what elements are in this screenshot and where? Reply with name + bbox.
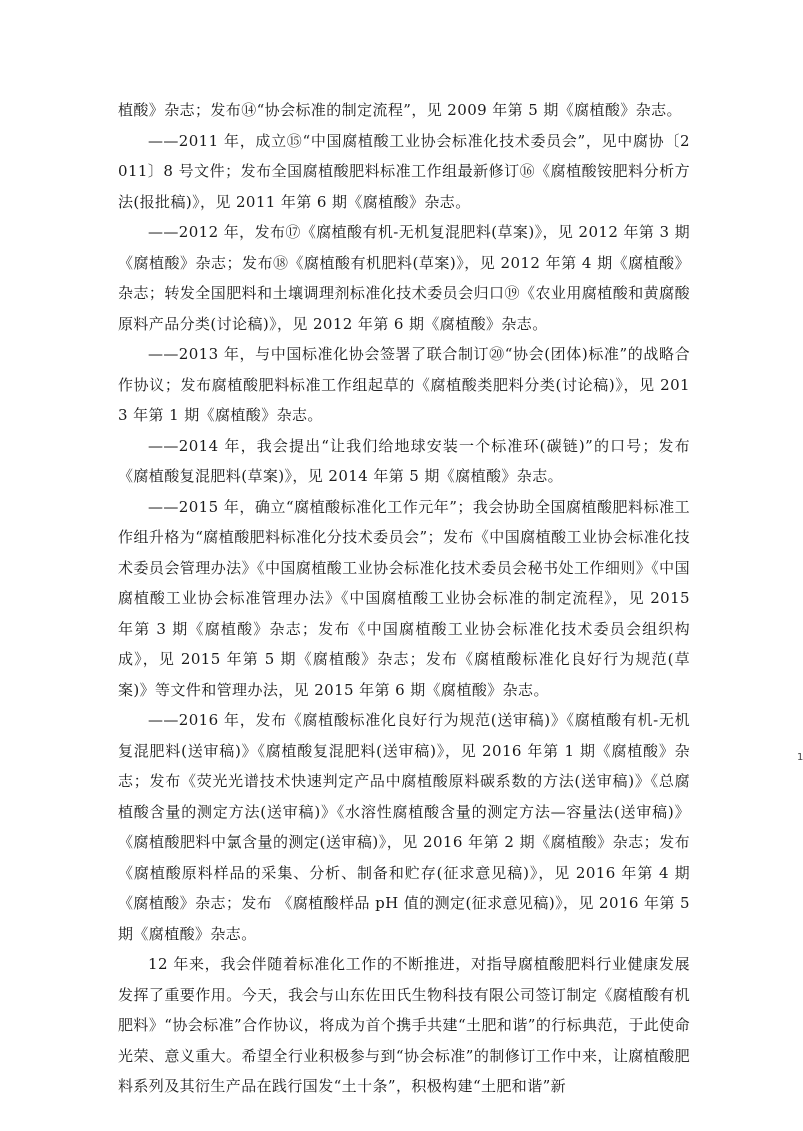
paragraph-2012: ——2012 年，发布⑰《腐植酸有机-无机复混肥料(草案)》，见 2012 年第 3 期《腐植酸》杂志；发布⑱《腐植酸有机肥料(草案)》，见 2012 年第 4 期《腐植酸》杂志；转发全国肥料和土壤调理剂标准化技术委员会归口⑲《农业用腐植酸和黄腐酸原料产品分类(讨论稿)》，见 2012 年第 6 期《腐植酸》杂志。	[118, 223, 690, 333]
paragraph-2015: ——2015 年，确立“腐植酸标准化工作元年”；我会协助全国腐植酸肥料标准工作组升格为“腐植酸肥料标准化分技术委员会”；发布《中国腐植酸工业协会标准化技术委员会管理办法》《中国腐植酸工业协会标准化技术委员会秘书处工作细则》《中国腐植酸工业协会标准管理办法》《中国腐植酸工业协会标准的制定流程》，见 2015 年第 3 期《腐植酸》杂志；发布《中国腐植酸工业协会标准化技术委员会组织构成》，见 2015 年第 5 期《腐植酸》杂志；发布《腐植酸标准化良好行为规范(草案)》等文件和管理办法，见 2015 年第 6 期《腐植酸》杂志。	[118, 497, 690, 699]
page-edge-mark: 1	[797, 752, 803, 763]
paragraph-2013: ——2013 年，与中国标准化协会签署了联合制订⑳“协会(团体)标准”的战略合作协议；发布腐植酸肥料标准工作组起草的《腐植酸类肥料分类(讨论稿)》，见 2013 年第 1 期《腐植酸》杂志。	[118, 345, 690, 424]
paragraph-2011: ——2011 年，成立⑮“中国腐植酸工业协会标准化技术委员会”，见中腐协〔2011〕8 号文件；发布全国腐植酸肥料标准工作组最新修订⑯《腐植酸铵肥料分析方法(报批稿)》，见 2011 年第 6 期《腐植酸》杂志。	[118, 131, 690, 211]
paragraph-2016: ——2016 年，发布《腐植酸标准化良好行为规范(送审稿)》《腐植酸有机-无机复混肥料(送审稿)》《腐植酸复混肥料(送审稿)》，见 2016 年第 1 期《腐植酸》杂志；发布《荧光光谱技术快速判定产品中腐植酸原料碳系数的方法(送审稿)》《总腐植酸含量的测定方法(送审稿)》《水溶性腐植酸含量的测定方法—容量法(送审稿)》《腐植酸肥料中氯含量的测定(送审稿)》，见 2016 年第 2 期《腐植酸》杂志；发布 《腐植酸原料样品的采集、分析、制备和贮存(征求意见稿)》，见 2016 年第 4 期《腐植酸》杂志；发布 《腐植酸样品 pH 值的测定(征求意见稿)》，见 2016 年第 5 期《腐植酸》杂志。	[118, 711, 690, 943]
document-body	[118, 95, 690, 1102]
paragraph-continuation: 植酸》杂志；发布⑭“协会标准的制定流程”，见 2009 年第 5 期《腐植酸》杂志。	[118, 101, 682, 119]
paragraph-2014: ——2014 年，我会提出“让我们给地球安装一个标准环(碳链)”的口号；发布《腐植酸复混肥料(草案)》，见 2014 年第 5 期《腐植酸》杂志。	[118, 436, 690, 485]
paragraph-summary: 12 年来，我会伴随着标准化工作的不断推进，对指导腐植酸肥料行业健康发展发挥了重要作用。今天，我会与山东佐田氏生物科技有限公司签订制定《腐植酸有机肥料》“协会标准”合作协议，将成为首个携手共建“土肥和谐”的行标典范，于此使命光荣、意义重大。希望全行业积极参与到“协会标准”的制修订工作中来，让腐植酸肥料系列及其衍生产品在践行国发“土十条”，积极构建“土肥和谐”新	[118, 955, 690, 1095]
